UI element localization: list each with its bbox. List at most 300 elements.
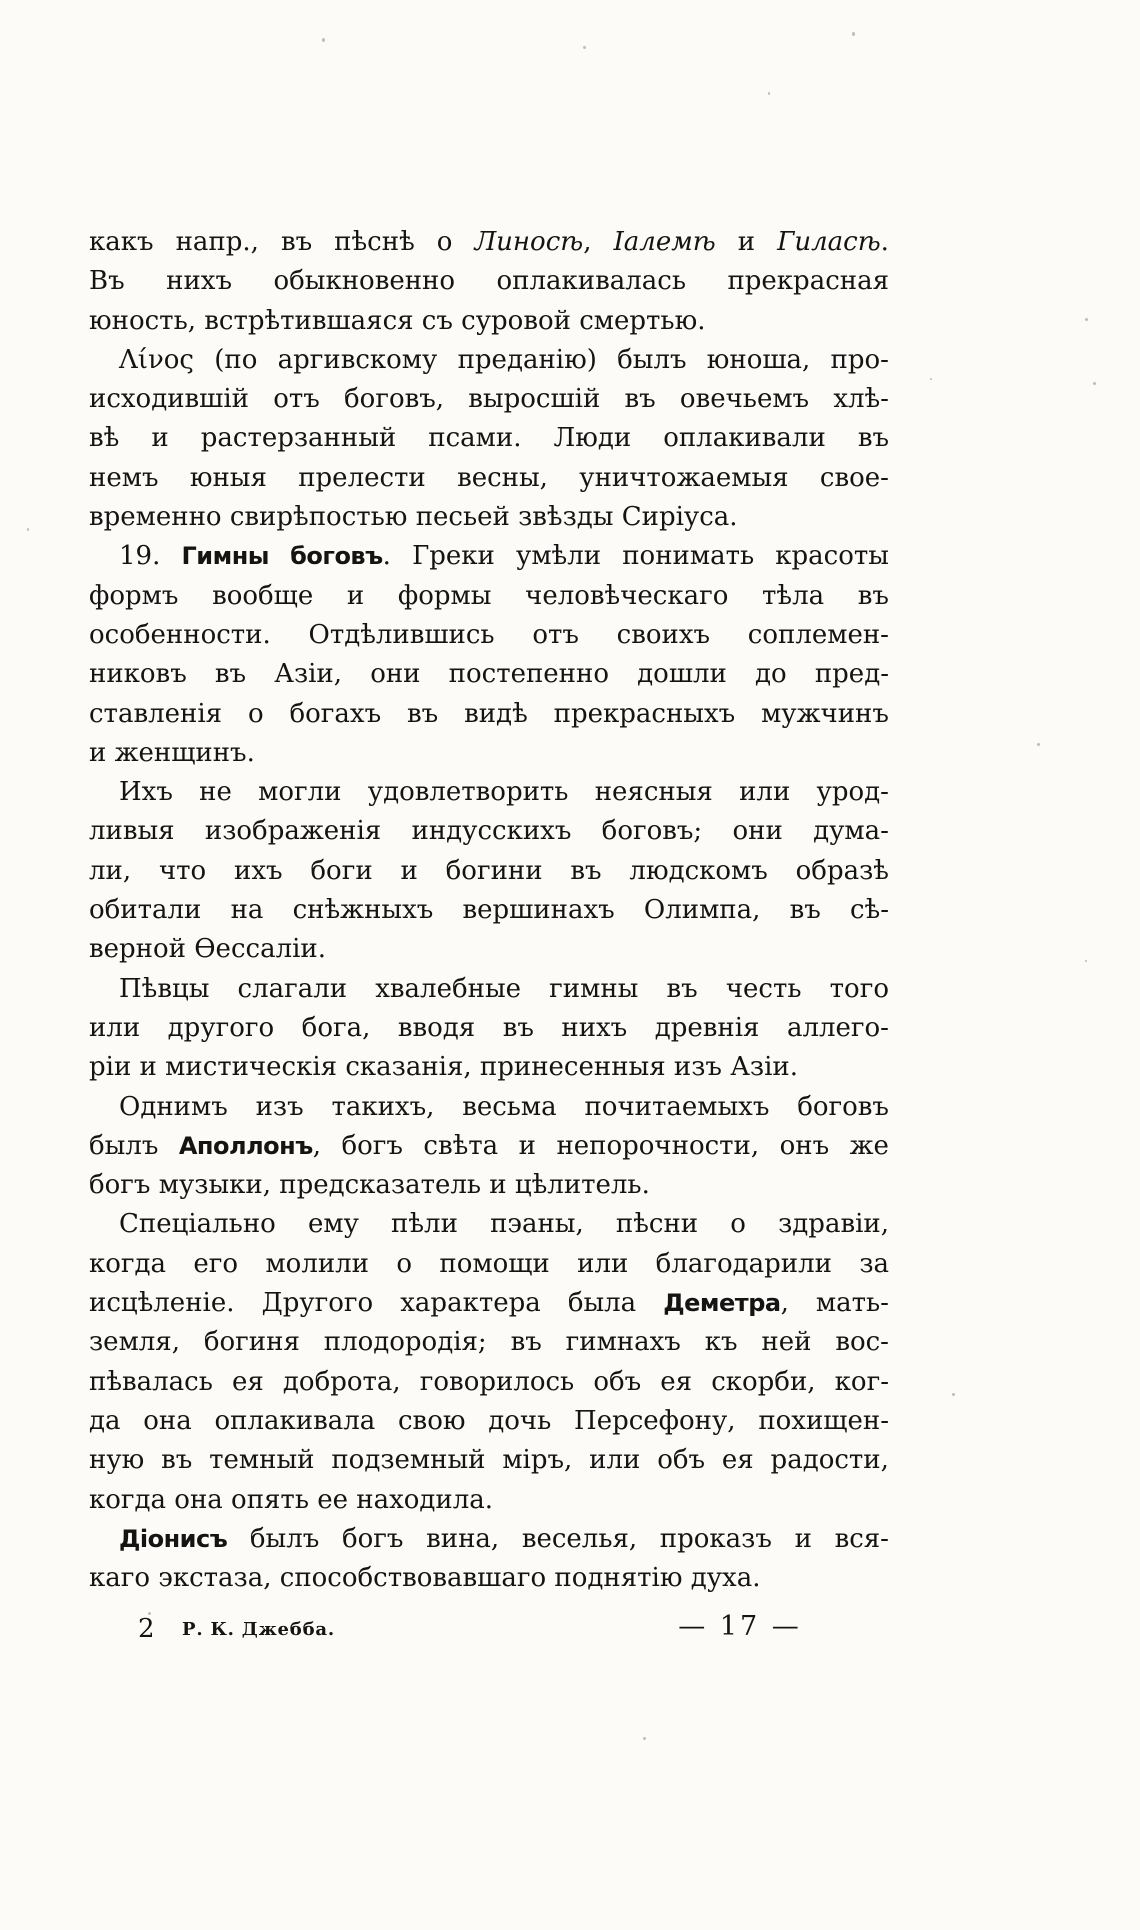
text-segment: обыкновенно bbox=[273, 266, 456, 297]
text-line bbox=[89, 1520, 889, 1559]
word bbox=[119, 1520, 227, 1559]
text-segment: людскомъ bbox=[629, 855, 768, 886]
word bbox=[205, 812, 381, 851]
text-segment: ея bbox=[660, 1366, 693, 1397]
text-segment: въ bbox=[280, 227, 313, 257]
text-segment: (по bbox=[214, 344, 258, 375]
word bbox=[490, 1205, 584, 1244]
word bbox=[816, 1284, 889, 1323]
text-line bbox=[89, 341, 889, 380]
word bbox=[835, 1520, 889, 1559]
word bbox=[331, 1441, 485, 1480]
text-segment: аллего- bbox=[786, 1012, 889, 1043]
text-segment: они bbox=[370, 659, 421, 690]
word bbox=[458, 341, 597, 380]
text-segment: изображенія bbox=[204, 816, 382, 847]
text-segment: же bbox=[849, 1130, 889, 1161]
word bbox=[248, 695, 264, 734]
word bbox=[89, 812, 175, 851]
word bbox=[214, 341, 257, 380]
word bbox=[400, 852, 417, 891]
scan-speck bbox=[852, 32, 855, 36]
text-line bbox=[89, 223, 889, 262]
text-segment: боговъ bbox=[797, 1091, 889, 1122]
text-segment: свѣта bbox=[423, 1130, 499, 1161]
text-segment: ли, bbox=[89, 855, 132, 886]
text-segment: хвалебные bbox=[375, 973, 522, 1004]
text-segment: Азіи, bbox=[274, 659, 343, 690]
text-segment: богъ bbox=[341, 1523, 404, 1554]
word bbox=[778, 1205, 889, 1244]
text-segment: такихъ, bbox=[331, 1091, 435, 1122]
word bbox=[89, 1127, 158, 1166]
text-segment: боговъ; bbox=[601, 816, 703, 847]
word bbox=[705, 1323, 738, 1362]
text-segment: прекрасная bbox=[727, 266, 889, 297]
text-line bbox=[89, 1088, 889, 1127]
word bbox=[667, 970, 698, 1009]
scan-speck bbox=[930, 378, 932, 380]
text-segment: веселья, bbox=[521, 1523, 638, 1554]
text-segment: мать- bbox=[815, 1288, 889, 1319]
text-segment: темный bbox=[209, 1445, 315, 1476]
text-line bbox=[89, 852, 889, 891]
word bbox=[423, 1127, 498, 1166]
word bbox=[446, 852, 543, 891]
word bbox=[309, 616, 495, 655]
word bbox=[617, 616, 710, 655]
text-segment: Однимъ bbox=[119, 1091, 228, 1122]
text-segment: и bbox=[737, 227, 756, 257]
text-segment: оплакивалась bbox=[496, 266, 686, 297]
word bbox=[554, 419, 632, 458]
word bbox=[577, 1245, 628, 1284]
text-segment: ливыя bbox=[89, 816, 175, 847]
word bbox=[293, 891, 434, 930]
text-segment: боговъ, bbox=[344, 384, 445, 415]
text-line bbox=[89, 498, 889, 537]
word bbox=[755, 655, 787, 694]
text-line bbox=[89, 262, 889, 301]
text-segment: своихъ bbox=[616, 619, 711, 650]
word bbox=[232, 1363, 264, 1402]
text-line bbox=[89, 1009, 889, 1048]
text-segment: и женщинъ. bbox=[89, 737, 255, 768]
word bbox=[656, 1245, 832, 1284]
text-line bbox=[89, 773, 889, 812]
text-line bbox=[89, 1245, 889, 1284]
text-line bbox=[89, 577, 889, 616]
word bbox=[663, 1284, 789, 1323]
word bbox=[730, 1205, 746, 1244]
word bbox=[176, 223, 259, 262]
text-segment: пѣли bbox=[391, 1209, 458, 1240]
word bbox=[680, 380, 809, 419]
word bbox=[463, 891, 615, 930]
word bbox=[89, 695, 222, 734]
text-segment: оплакивали bbox=[663, 423, 826, 454]
text-segment: могли bbox=[258, 777, 342, 808]
word bbox=[439, 1245, 549, 1284]
text-segment: тѣла bbox=[762, 580, 825, 611]
text-segment: вся- bbox=[834, 1523, 889, 1554]
text-segment: въ bbox=[857, 580, 889, 611]
word bbox=[566, 1323, 681, 1362]
text-line bbox=[89, 616, 889, 655]
text-segment: изъ bbox=[255, 1091, 304, 1122]
text-segment: богъ bbox=[341, 1130, 403, 1161]
word bbox=[89, 419, 119, 458]
text-segment: псами. bbox=[428, 423, 522, 454]
text-line bbox=[89, 1284, 889, 1323]
word bbox=[629, 852, 767, 891]
text-segment: какъ bbox=[89, 227, 154, 257]
word bbox=[182, 537, 270, 576]
text-segment: въ bbox=[789, 895, 821, 926]
word bbox=[310, 852, 372, 891]
text-segment: прелести bbox=[298, 462, 426, 493]
text-segment: о bbox=[247, 698, 264, 729]
text-segment: или bbox=[739, 777, 791, 808]
word bbox=[570, 852, 601, 891]
word bbox=[281, 223, 312, 262]
text-segment: да bbox=[89, 1405, 121, 1436]
text-segment: о bbox=[730, 1209, 746, 1240]
word bbox=[262, 1284, 374, 1323]
text-segment: характера bbox=[400, 1288, 541, 1319]
text-segment: пэаны, bbox=[490, 1209, 584, 1240]
text-segment: Пѣвцы bbox=[119, 973, 210, 1004]
text-segment: прекрасныхъ bbox=[553, 698, 736, 729]
text-segment: юныя bbox=[189, 462, 267, 493]
word bbox=[89, 1009, 140, 1048]
word bbox=[488, 1402, 551, 1441]
word bbox=[561, 1009, 627, 1048]
text-segment: понимать bbox=[622, 541, 755, 572]
word bbox=[457, 459, 548, 498]
word bbox=[780, 1127, 830, 1166]
text-segment: красоты bbox=[775, 541, 889, 572]
text-segment: о bbox=[396, 1248, 413, 1279]
word bbox=[347, 577, 364, 616]
text-segment: древнія bbox=[654, 1012, 760, 1043]
text-segment: они bbox=[732, 816, 783, 847]
text-segment: снѣжныхъ bbox=[292, 895, 434, 926]
word bbox=[273, 380, 320, 419]
word bbox=[449, 655, 609, 694]
text-segment: постепенно bbox=[448, 659, 609, 690]
text-segment: въ bbox=[214, 659, 247, 690]
word bbox=[762, 577, 824, 616]
text-segment: напр., bbox=[175, 227, 259, 257]
text-segment: формъ bbox=[89, 580, 179, 611]
text-segment: почитаемыхъ bbox=[584, 1091, 770, 1122]
text-segment: видѣ bbox=[464, 698, 528, 729]
text-segment: въ bbox=[502, 1012, 534, 1043]
text-segment: . bbox=[382, 541, 391, 572]
word bbox=[437, 223, 453, 262]
word bbox=[830, 970, 889, 1009]
word bbox=[209, 1441, 314, 1480]
text-line bbox=[89, 1205, 889, 1244]
text-segment: вершинахъ bbox=[462, 895, 615, 926]
text-line bbox=[89, 734, 889, 773]
text-segment: ея bbox=[721, 1445, 754, 1476]
text-segment: , bbox=[583, 227, 592, 257]
text-line bbox=[89, 970, 889, 1009]
text-segment: плодородія; bbox=[323, 1327, 487, 1358]
text-segment: преданію) bbox=[457, 344, 597, 375]
word bbox=[625, 380, 656, 419]
text-segment: или bbox=[89, 1012, 141, 1043]
italic-term: Гиласѣ bbox=[777, 227, 881, 257]
word bbox=[166, 262, 232, 301]
text-segment: ней bbox=[761, 1327, 812, 1358]
word bbox=[655, 1009, 760, 1048]
text-segment: ставленія bbox=[89, 698, 223, 729]
word bbox=[464, 695, 528, 734]
text-line bbox=[89, 1048, 889, 1087]
text-segment: ріи и мистическія сказанія, принесенныя изъ Азіи. bbox=[89, 1052, 798, 1083]
text-segment: Въ bbox=[89, 266, 125, 297]
text-segment: въ bbox=[407, 698, 439, 729]
text-segment: того bbox=[829, 973, 889, 1004]
text-segment: непорочности, bbox=[556, 1130, 760, 1161]
word bbox=[201, 419, 396, 458]
bold-term: Аполлонъ bbox=[178, 1131, 313, 1160]
text-segment: вос- bbox=[835, 1327, 889, 1358]
word bbox=[89, 852, 131, 891]
word bbox=[761, 695, 889, 734]
text-segment: вообще bbox=[212, 580, 314, 611]
signature-number: 2 bbox=[138, 1614, 155, 1644]
text-segment: никовъ bbox=[89, 659, 187, 690]
text-segment: говорилось bbox=[419, 1366, 575, 1397]
text-segment: умѣли bbox=[516, 541, 602, 572]
word bbox=[391, 1205, 458, 1244]
word bbox=[795, 1520, 812, 1559]
text-segment: неясныя bbox=[594, 777, 713, 808]
word bbox=[258, 773, 341, 812]
word bbox=[758, 1402, 889, 1441]
text-segment: свою bbox=[398, 1405, 466, 1436]
word bbox=[516, 537, 601, 576]
text-segment: и bbox=[151, 423, 169, 454]
word bbox=[215, 655, 246, 694]
word bbox=[462, 1088, 556, 1127]
word bbox=[790, 891, 821, 930]
word bbox=[289, 695, 381, 734]
bold-term: Гимны bbox=[181, 542, 270, 571]
text-segment: Спеціально bbox=[119, 1209, 276, 1240]
word bbox=[89, 891, 201, 930]
text-segment: удовлетворить bbox=[367, 777, 569, 808]
text-segment: слагали bbox=[237, 973, 348, 1004]
scan-speck bbox=[583, 46, 586, 49]
text-segment: о bbox=[436, 227, 453, 257]
word bbox=[331, 1088, 434, 1127]
text-segment: дошли bbox=[637, 659, 727, 690]
text-line bbox=[89, 1441, 889, 1480]
text-segment: его bbox=[193, 1248, 239, 1279]
text-line bbox=[89, 1166, 889, 1205]
text-segment: боги bbox=[310, 855, 373, 886]
italic-term: Іалемѣ bbox=[613, 227, 716, 257]
text-segment: про- bbox=[830, 344, 889, 375]
text-segment: аргивскому bbox=[277, 344, 438, 375]
text-segment: Люди bbox=[553, 423, 632, 454]
text-line bbox=[89, 1127, 889, 1166]
word bbox=[813, 812, 889, 851]
word bbox=[89, 1323, 180, 1362]
word bbox=[574, 1402, 736, 1441]
text-segment: земля, bbox=[89, 1327, 180, 1358]
text-segment: дочь bbox=[488, 1405, 552, 1436]
word bbox=[739, 773, 790, 812]
text-line bbox=[89, 537, 889, 576]
word bbox=[368, 773, 569, 812]
word bbox=[273, 262, 455, 301]
word bbox=[738, 223, 755, 262]
italic-term: Линосѣ bbox=[474, 227, 584, 257]
word bbox=[199, 773, 232, 812]
text-segment: проказъ bbox=[659, 1523, 772, 1554]
word bbox=[595, 773, 713, 812]
text-segment: была bbox=[567, 1288, 637, 1319]
text-segment: богини bbox=[445, 855, 543, 886]
word bbox=[858, 577, 889, 616]
text-segment: и bbox=[794, 1523, 812, 1554]
text-segment: бога, bbox=[301, 1012, 371, 1043]
word bbox=[250, 1520, 319, 1559]
text-line bbox=[89, 812, 889, 851]
word bbox=[119, 1205, 276, 1244]
text-segment: индусскихъ bbox=[411, 816, 572, 847]
text-segment: на bbox=[230, 895, 264, 926]
text-segment: Другого bbox=[261, 1288, 374, 1319]
word bbox=[265, 1245, 369, 1284]
text-line bbox=[89, 655, 889, 694]
text-segment: весьма bbox=[462, 1091, 557, 1122]
text-segment: дума- bbox=[813, 816, 889, 847]
scan-speck bbox=[322, 38, 325, 42]
word bbox=[579, 459, 788, 498]
word bbox=[468, 380, 600, 419]
scan-speck bbox=[1085, 960, 1087, 962]
text-segment: Греки bbox=[412, 541, 495, 572]
word bbox=[771, 1441, 889, 1480]
text-segment: верной Ѳессаліи. bbox=[89, 934, 326, 965]
word bbox=[556, 1127, 759, 1166]
text-segment: или bbox=[589, 1445, 641, 1476]
text-segment: , bbox=[780, 1288, 789, 1319]
text-segment: она bbox=[143, 1405, 192, 1436]
scan-speck bbox=[1093, 382, 1096, 385]
word bbox=[663, 419, 826, 458]
page-footer bbox=[0, 1608, 1140, 1652]
text-segment: оплакивала bbox=[214, 1405, 376, 1436]
word bbox=[850, 891, 889, 930]
word bbox=[89, 262, 125, 301]
text-segment: былъ bbox=[617, 344, 687, 375]
text-segment: въ bbox=[857, 423, 889, 454]
text-line bbox=[89, 891, 889, 930]
word bbox=[398, 577, 492, 616]
word bbox=[341, 1127, 402, 1166]
text-segment: Отдѣлившись bbox=[308, 619, 495, 650]
word bbox=[657, 1441, 705, 1480]
text-segment: ему bbox=[307, 1209, 359, 1240]
text-segment: вина, bbox=[426, 1523, 500, 1554]
word bbox=[474, 223, 591, 262]
text-segment: похищен- bbox=[758, 1405, 889, 1436]
text-segment: міръ, bbox=[502, 1445, 573, 1476]
text-segment: что bbox=[158, 855, 207, 886]
word bbox=[396, 1245, 412, 1284]
word bbox=[726, 970, 802, 1009]
word bbox=[89, 1441, 144, 1480]
text-segment: растерзанный bbox=[200, 423, 397, 454]
word bbox=[370, 655, 420, 694]
text-segment: временно свирѣпостью песьей звѣзды Сиріуса. bbox=[89, 502, 738, 533]
word bbox=[426, 1520, 499, 1559]
word bbox=[215, 1402, 376, 1441]
text-line bbox=[89, 1559, 889, 1598]
text-line bbox=[89, 930, 889, 969]
word bbox=[375, 970, 521, 1009]
word bbox=[193, 1245, 238, 1284]
text-segment: весны, bbox=[457, 462, 548, 493]
word bbox=[532, 616, 579, 655]
text-segment: не bbox=[199, 777, 232, 808]
word bbox=[660, 1363, 692, 1402]
text-line bbox=[89, 459, 889, 498]
text-segment: урод- bbox=[816, 777, 889, 808]
text-segment: и bbox=[518, 1130, 536, 1161]
text-line bbox=[89, 1363, 889, 1402]
word bbox=[835, 1363, 889, 1402]
text-segment: гимны bbox=[549, 973, 639, 1004]
word bbox=[733, 812, 783, 851]
word bbox=[119, 1088, 228, 1127]
text-segment: вѣ bbox=[89, 423, 120, 454]
word bbox=[817, 773, 889, 812]
text-segment: объ bbox=[657, 1445, 706, 1476]
word bbox=[334, 223, 415, 262]
text-segment: къ bbox=[704, 1327, 738, 1358]
word bbox=[503, 1009, 534, 1048]
text-line bbox=[89, 419, 889, 458]
bold-term: боговъ bbox=[290, 542, 383, 571]
word bbox=[820, 459, 889, 498]
scan-speck bbox=[27, 528, 29, 531]
text-segment: мужчинъ bbox=[761, 698, 889, 729]
word bbox=[614, 223, 716, 262]
text-segment: Персефону, bbox=[574, 1405, 736, 1436]
text-segment: особенности. bbox=[89, 619, 271, 650]
word bbox=[787, 1009, 889, 1048]
text-segment: за bbox=[859, 1248, 889, 1279]
text-segment: когда она опять ее находила. bbox=[89, 1484, 494, 1515]
word bbox=[850, 1127, 889, 1166]
word bbox=[89, 655, 187, 694]
text-segment: пред- bbox=[814, 659, 889, 690]
word bbox=[584, 1088, 769, 1127]
text-segment: вводя bbox=[397, 1012, 476, 1043]
word bbox=[302, 1009, 371, 1048]
word bbox=[161, 1441, 192, 1480]
bold-term: Деметра bbox=[663, 1289, 781, 1318]
